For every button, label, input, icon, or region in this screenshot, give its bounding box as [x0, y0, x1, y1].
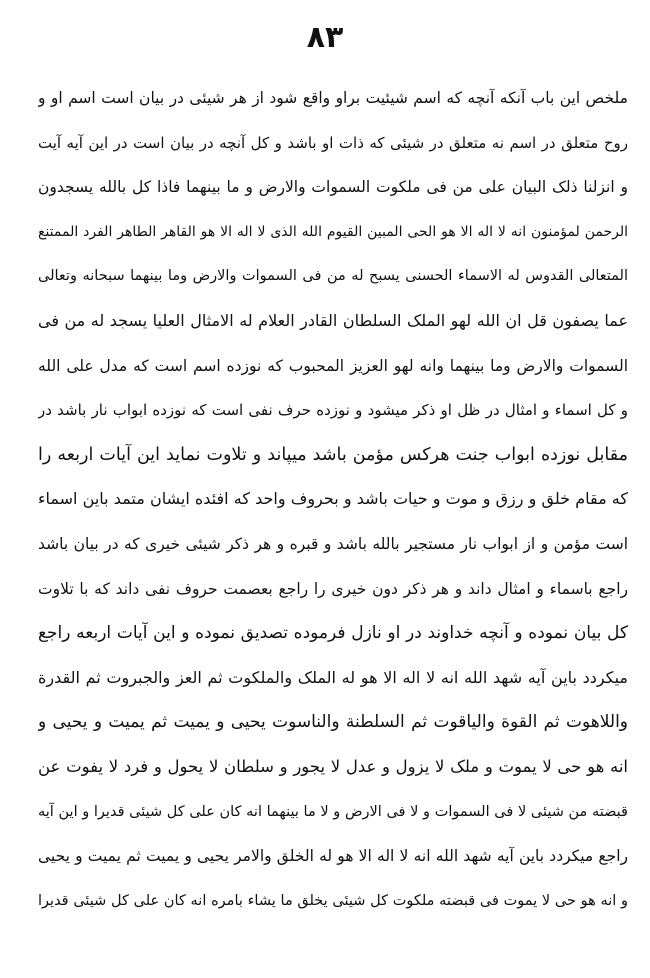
- text-line: و کل اسماء و امثال در ظل او ذکر میشود و نوزده حرف نفی است که نوزده ابواب نار باشد در: [38, 401, 628, 420]
- text-block: [38, 76, 628, 923]
- text-line: و انزلنا ذلک البیان علی من فی ملکوت السموات والارض و ما بینهما فاذا کل بالله یسجدون: [38, 178, 628, 197]
- text-line: راجع باسماء و امثال داند و هر ذکر دون خیری را راجع بعصمت حروف نفی داند که با تلاوت: [38, 579, 628, 598]
- text-line: السموات والارض وما بینهما وانه لهو العزیز المحبوب که نوزده اسم است که مدل علی الله: [38, 356, 628, 375]
- text-line: انه هو حی لا یموت و ملک لا یزول و عدل لا یجور و سلطان لا یحول و فرد لا یفوت عن: [38, 756, 628, 776]
- text-line: قبضته من شیئی لا فی السموات و لا فی الارض و لا ما بینهما انه کان علی کل شیئی قدیرا و این آیه: [38, 803, 628, 820]
- text-line: راجع میکردد باین آیه شهد الله انه لا اله الا هو له الخلق والامر یحیی و یمیت ثم یمیت و یحیی: [38, 847, 628, 866]
- text-line: کل بیان نموده و آنچه خداوند در او نازل فرموده تصدیق نموده و این آیات اربعه راجع: [38, 623, 628, 644]
- text-line: روح متعلق در اسم نه متعلق در شیئی که ذات او باشد و کل آنچه در بیان است در این آیه آیت: [38, 133, 628, 152]
- text-line: المتعالی القدوس له الاسماء الحسنی یسبح له من فی السموات والارض وما بینهما سبحانه وتعالی: [38, 268, 628, 285]
- page-number: ٨٣: [306, 20, 344, 55]
- text-line: است مؤمن و از ابواب نار مستجیر بالله باشد و قبره و هر ذکر شیئی خیری که در بیان باشد: [38, 534, 628, 553]
- text-line: میکردد باین آیه شهد الله انه لا اله الا هو له الملک والملکوت ثم العز والجبروت ثم القدرة: [38, 667, 628, 687]
- text-line: ملخص این باب آنکه آنچه که اسم شیئیت براو واقع شود از هر شیئی در بیان است اسم او و: [38, 89, 628, 107]
- text-line: عما یصفون قل ان الله لهو الملک السلطان القادر العلام له الامثال العلیا یسجد له من فی: [38, 310, 628, 330]
- text-line: و انه هو حی لا یموت فی قبضته ملکوت کل شیئی یخلق ما یشاء بامره انه کان علی کل شیئی قدیرا: [38, 892, 628, 909]
- text-line: واللاهوت ثم القوة والیاقوت ثم السلطنة والناسوت یحیی و یمیت ثم یمیت و یحیی و: [38, 712, 628, 733]
- text-line: الرحمن لمؤمنون انه لا اله الا هو الحی المبین القیوم الله الذی لا اله الا هو القاهر الطاهر الفرد الممتنع: [38, 223, 628, 240]
- text-line: که مقام خلق و رزق و موت و حیات باشد و بحروف واحد که افئده ایشان متمد باین اسماء: [38, 489, 628, 509]
- text-line: مقابل نوزده ابواب جنت هرکس مؤمن باشد میپاند و تلاوت نماید این آیات اربعه را: [38, 444, 628, 465]
